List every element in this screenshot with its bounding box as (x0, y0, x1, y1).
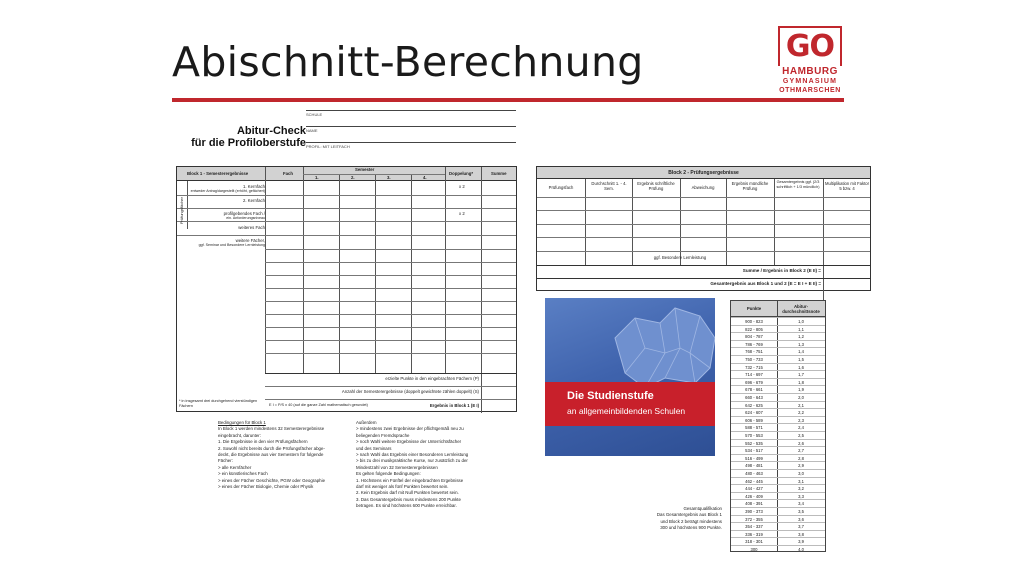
points-range: 426 - 409 (745, 493, 763, 499)
grid-v (339, 174, 340, 373)
grade-value: 3,1 (798, 478, 804, 484)
points-range: 552 - 535 (745, 440, 763, 446)
points-row (731, 439, 825, 447)
grade-value: 1,4 (798, 349, 804, 355)
grade-value: 1,8 (798, 379, 804, 385)
grid-h (177, 195, 516, 196)
points-range: 516 - 499 (745, 455, 763, 461)
grid-h (265, 301, 516, 302)
points-col-header: Punkte (731, 301, 777, 317)
b2-total-label: Gesamtergebnis aus Block 1 und 2 (E = E I + E II) = (710, 281, 821, 286)
grade-value: 1,9 (798, 387, 804, 393)
points-range: 696 - 679 (745, 379, 763, 385)
b2-bll-label: ggf. Besondere Lernleistung (653, 255, 707, 260)
points-row (731, 355, 825, 363)
points-range: 444 - 427 (745, 486, 763, 492)
gesamt-line: 300 und höchstens 900 Punkte. (660, 525, 722, 531)
block2-table (536, 166, 871, 291)
points-row (731, 477, 825, 485)
conditions-left-line: 2. Sowohl nicht bereits durch die Prüfungsfächer abge- (218, 445, 325, 451)
semester-3: 3. (387, 175, 391, 180)
grid-v (265, 167, 266, 373)
grade-value: 3,7 (798, 524, 804, 530)
grade-value: 3,3 (798, 493, 804, 499)
grade-value: 1,6 (798, 364, 804, 370)
points-range: 498 - 481 (745, 463, 763, 469)
grade-value: 2,0 (798, 395, 804, 400)
grade-value: 3,5 (798, 509, 804, 514)
grade-value: 1,7 (798, 372, 804, 378)
school-logo (778, 26, 844, 96)
grade-value: 1,3 (798, 341, 804, 347)
grade-value: 1,5 (798, 357, 804, 362)
points-row (731, 408, 825, 416)
grade-value: 1,1 (798, 326, 804, 332)
gesamt-line: Das Gesamtergebnis aus Block 1 (656, 512, 722, 518)
conditions-left-line: deckt, die Ergebnisse aus vier Semestern für folgende (218, 452, 324, 458)
conditions-left-line: > alle Kernfächer (218, 464, 252, 470)
row3-mult: x 2 (459, 211, 465, 216)
points-range: 372 - 355 (745, 516, 763, 522)
points-row (731, 363, 825, 371)
points-range: 804 - 787 (745, 334, 763, 340)
points-row (731, 469, 825, 477)
gesamt-line: und Block 2 beträgt mindestens (660, 518, 722, 524)
points-row (731, 340, 825, 348)
points-range: 714 - 697 (745, 372, 763, 378)
conditions-left-line: Fächer: (218, 458, 233, 464)
grid-h (265, 386, 516, 387)
conditions-left-line: In Block 1 werden mindestens 32 Semesterergebnisse (218, 426, 325, 432)
points-row (731, 431, 825, 439)
row5-sub: ggf. Seminar und Besondere Lernleistung (198, 243, 265, 247)
row2-label: 2. Kernfach (243, 198, 265, 203)
points-range: 390 - 373 (745, 509, 763, 514)
points-range: 408 - 391 (745, 501, 763, 507)
grade-value: 2,8 (798, 455, 804, 461)
grade-value: 3,2 (798, 486, 804, 492)
points-row (731, 454, 825, 462)
col-semester: Semester (355, 167, 375, 172)
grid-h (537, 210, 870, 211)
row3-sub: ein. Anforderungsniveau (226, 216, 265, 220)
grid-h (265, 327, 516, 328)
conditions-left-line: > ein künstlerisches Fach (218, 471, 268, 477)
points-range: 822 - 805 (745, 326, 763, 332)
sum-row-points: erzielte Punkte in den eingebrachten Fächern (P) (385, 376, 479, 381)
semester-4: 4. (423, 175, 427, 180)
points-row (731, 537, 825, 545)
conditions-right-line: und des Seminars (356, 445, 392, 451)
grid-h (537, 278, 870, 279)
points-row (731, 378, 825, 386)
b2-col-muendlich: Ergebnis mündliche Prüfung (731, 181, 769, 191)
grid-h (537, 224, 870, 225)
points-row (731, 317, 825, 325)
grade-col-header: Abitur-durchschnittsnote (777, 301, 825, 317)
conditions-right-line: beliegenden Fremdsprache (356, 432, 410, 438)
school-line (306, 110, 516, 111)
col-fach: Fach (283, 171, 294, 176)
logo-mark: GO (785, 29, 835, 64)
points-range: 624 - 607 (745, 410, 763, 416)
points-row (731, 332, 825, 340)
conditions-left-title: Bedingungen für Block 1 (218, 420, 266, 425)
points-row (731, 347, 825, 355)
b2-sum-label: Summe / Ergebnis in Block 2 (E II) = (742, 268, 821, 273)
profile-label: PROFIL: MIT LEITFACH (306, 144, 350, 149)
points-grade-table (730, 300, 826, 552)
conditions-right (356, 420, 496, 510)
b2-col-gesamt: Gesamtergebnis ggf. (2/3 schriftlich + 1/3 mündlich) (776, 180, 820, 189)
points-row (731, 484, 825, 492)
grid-v (726, 179, 727, 265)
grid-v (585, 179, 586, 265)
gesamt-title: Gesamtqualifikation (683, 506, 722, 511)
grid-h (177, 208, 516, 209)
conditions-left-line: > eines der Fächer Biologie, Chemie oder Physik (218, 484, 314, 490)
points-row (731, 515, 825, 523)
points-row (731, 393, 825, 401)
brochure-cover-image (545, 298, 715, 456)
grid-h (265, 314, 516, 315)
grade-value: 3,9 (798, 539, 804, 545)
grid-h (537, 265, 870, 266)
points-row (731, 325, 825, 333)
b2-col-abweichung: Abweichung (691, 185, 715, 190)
col-doppelung: Doppelung* (449, 171, 474, 176)
block1-header: Block 1 - Semesterergebnisse (187, 171, 249, 176)
conditions-right-line: > nach Wahl das Ergebnis einer Besonderen Lernleistung (356, 452, 469, 458)
abitur-check-title-line2: für die Profiloberstufe (191, 137, 306, 149)
conditions-right-line: 2. Kein Ergebnis darf mit Null Punkten bewertet sein. (356, 490, 459, 496)
conditions-right-line: Es gelten folgende Bedingungen: (356, 471, 421, 477)
grade-value: 2,2 (798, 410, 804, 416)
points-row (731, 530, 825, 538)
grid-h (265, 353, 516, 354)
conditions-right-line: Mindestzahl von 32 Semesterergebnissen (356, 464, 438, 470)
grade-value: 2,6 (798, 440, 804, 446)
side-label: Prüfungsfächer (179, 197, 184, 225)
points-row (731, 401, 825, 409)
grade-value: 1,0 (798, 319, 804, 324)
points-range: 570 - 553 (745, 433, 763, 438)
points-row (731, 499, 825, 507)
points-row (731, 461, 825, 469)
points-range: 750 - 733 (745, 357, 763, 362)
logo-line-2: GYMNASIUM (782, 78, 838, 85)
points-row (731, 492, 825, 500)
grid-h (265, 262, 516, 263)
name-label: NAME (306, 128, 318, 133)
formula: E I = P/S x 40 (auf die ganze Zahl mathematisch gerundet) (269, 403, 368, 407)
grid-v (375, 174, 376, 373)
points-range: 678 - 661 (745, 387, 763, 393)
grid-v (445, 167, 446, 373)
row1-mult: x 2 (459, 184, 465, 189)
conditions-right-line: darf mit weniger als fünf Punkten bewertet sein. (356, 484, 449, 490)
abitur-check-title-line1: Abitur-Check (236, 125, 306, 137)
grid-h (303, 174, 445, 175)
grade-value: 3,8 (798, 531, 804, 537)
grid-v (774, 179, 775, 265)
grid-h (265, 288, 516, 289)
points-range: 900 - 823 (745, 319, 763, 324)
points-row (731, 446, 825, 454)
points-range: 462 - 445 (745, 478, 763, 484)
grid-v (680, 179, 681, 265)
points-row (731, 416, 825, 424)
points-range: 318 - 301 (745, 539, 763, 545)
conditions-right-line: betragen. Es sind höchstens 600 Punkte erreichbar. (356, 503, 457, 509)
grade-value: 2,7 (798, 448, 804, 454)
brochure-title-band (545, 382, 715, 426)
col-summe: Summe (491, 171, 507, 176)
points-range: 642 - 625 (745, 402, 763, 408)
logo-mark-box (778, 26, 842, 66)
grade-value: 4,0 (798, 547, 804, 552)
grid-v (481, 167, 482, 413)
b2-col-pruefungsfach: Prüfungsfach (548, 185, 574, 190)
semester-2: 2. (351, 175, 355, 180)
row1-label: 1. Kernfach (243, 184, 265, 189)
conditions-right-line: > noch Wahl weitere Ergebnisse der Unterrichtsfächer (356, 439, 462, 445)
row4-label: weiteres Fach (238, 225, 265, 230)
grid-h (265, 373, 516, 374)
points-range: 336 - 319 (745, 531, 763, 537)
grid-h (177, 221, 516, 222)
grade-value: 1,2 (798, 334, 804, 340)
brochure-title: Die Studienstufe (567, 390, 654, 402)
points-row (731, 522, 825, 530)
grid-h (537, 251, 870, 252)
gesamtqualifikation-note (614, 506, 722, 532)
points-row (731, 370, 825, 378)
points-range: 588 - 571 (745, 425, 763, 431)
row3-label: profilgebendes Fach / (223, 211, 265, 216)
grid-h (265, 399, 516, 400)
block2-header: Block 2 - Prüfungsergebnisse (537, 167, 870, 179)
grid-h (265, 275, 516, 276)
grade-value: 2,9 (798, 463, 804, 469)
points-range: 786 - 769 (745, 341, 763, 347)
slide-title: Abischnitt-Berechnung (172, 38, 644, 86)
grade-value: 3,0 (798, 471, 804, 476)
conditions-left (218, 420, 352, 490)
form-header-fields (306, 106, 516, 152)
conditions-right-line: > bis zu drei musikpraktische Kurse, nur zusätzlich zu der (356, 458, 468, 464)
points-range: 354 - 337 (745, 524, 763, 530)
points-range: 660 - 643 (745, 395, 763, 400)
school-label: SCHULE (306, 112, 323, 117)
grid-v (303, 167, 304, 373)
conditions-left-line: > eines der Fächer Geschichte, PGW oder Geographie (218, 477, 326, 483)
grade-value: 2,4 (798, 425, 804, 431)
grid-h (177, 235, 516, 236)
points-row (731, 423, 825, 431)
block1-result-label: Ergebnis in Block 1 (E I) (429, 403, 479, 408)
block1-footnote: * in insgesamt drei durchgehend vierstündigen Fächern (179, 399, 258, 408)
grade-value: 3,6 (798, 516, 804, 522)
grid-v (632, 179, 633, 265)
sum-row-count: Anzahl der Semesterergebnisse (doppelt gewichtete zählen doppelt) (S) (341, 389, 479, 394)
points-range: 768 - 751 (745, 349, 763, 355)
points-range: 732 - 715 (745, 364, 763, 370)
points-row (731, 507, 825, 515)
grade-value: 2,1 (798, 402, 804, 408)
points-range: 300 (750, 547, 758, 552)
points-row (731, 385, 825, 393)
grid-h (537, 237, 870, 238)
name-line (306, 126, 516, 127)
grid-h (265, 249, 516, 250)
block1-table (176, 166, 517, 412)
grid-v (411, 174, 412, 373)
grade-value: 2,5 (798, 433, 804, 438)
conditions-right-line: 1. Höchstens ein Fünftel der eingebrachten Ergebnisse (356, 477, 464, 483)
conditions-left-line: 1. Die Ergebnisse in den vier Prüfungsfächern (218, 439, 308, 445)
b2-col-durchschnitt: Durchschnitt 1. - 4. Sem. (591, 181, 627, 191)
row1-sub: entweder Antrag/dargestellt (erhöht, gefächert) (190, 189, 265, 193)
points-range: 606 - 589 (745, 417, 763, 423)
points-range: 480 - 463 (745, 471, 763, 476)
points-row (731, 545, 825, 553)
conditions-left-line: eingebracht, darunter: (218, 432, 261, 438)
grid-h (537, 197, 870, 198)
grade-value: 2,3 (798, 417, 804, 423)
conditions-right-line: > mindestens zwei Ergebnisse der pflichtgemäß neu zu (356, 426, 464, 432)
row5-label: weitere Fächer, (235, 238, 265, 243)
points-range: 534 - 517 (745, 448, 763, 454)
grade-value: 3,4 (798, 501, 804, 507)
abitur-check-title (176, 125, 306, 149)
conditions-right-line: 3. Das Gesamtergebnis muss mindestens 200 Punkte (356, 496, 461, 502)
brochure-subtitle: an allgemeinbildenden Schulen (567, 406, 686, 416)
grid-h (265, 340, 516, 341)
b2-col-faktor: Multiplikation mit Faktor 5 bzw. 4 (825, 181, 869, 191)
profile-line (306, 142, 516, 143)
logo-line-3: OTHMARSCHEN (779, 87, 841, 94)
b2-col-schriftlich: Ergebnis schriftliche Prüfung (637, 181, 675, 191)
conditions-right-line: Außerdem (356, 420, 377, 425)
title-underline (172, 98, 844, 102)
logo-line-1: HAMBURG (782, 66, 838, 77)
semester-1: 1. (315, 175, 319, 180)
